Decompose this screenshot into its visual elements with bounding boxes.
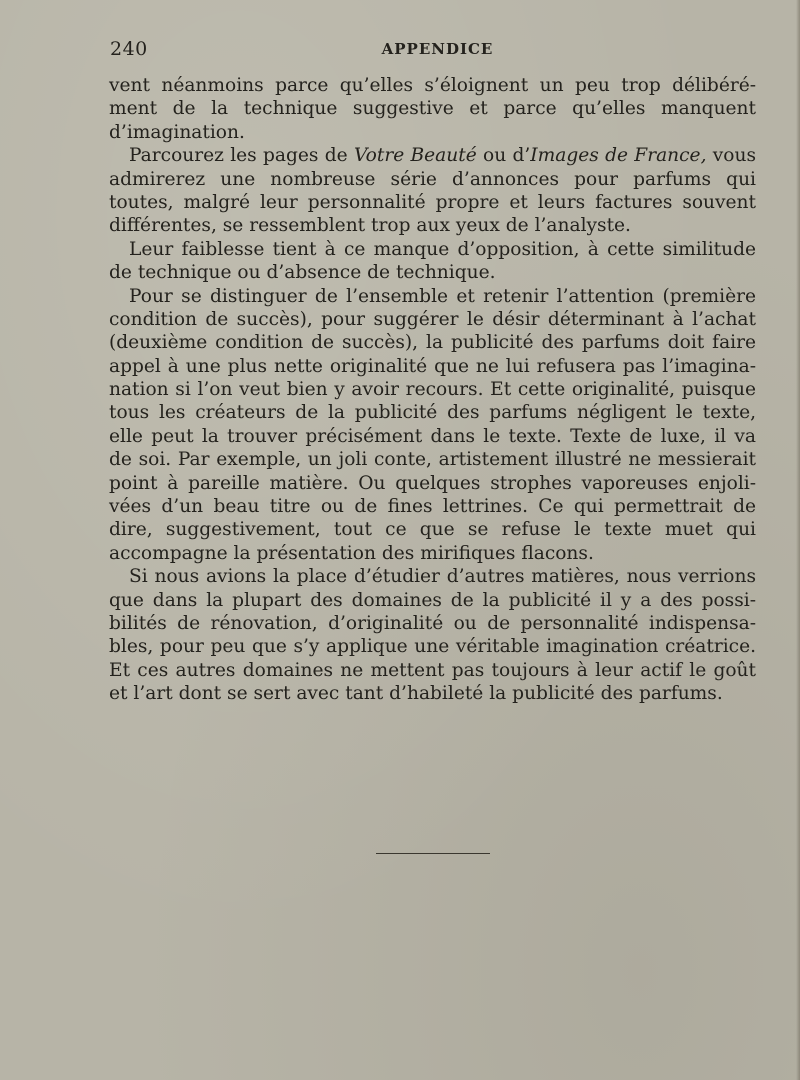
text-line (109, 308, 756, 331)
page-header (110, 38, 755, 64)
text-line-segment: bles, pour peu que s’y applique une véritable imagination créatrice. (109, 636, 756, 658)
text-line-segment: vous (706, 145, 756, 167)
text-line (109, 74, 756, 97)
text-line-segment: et l’art dont se sert avec tant d’habileté la publicité des parfums. (109, 683, 723, 705)
text-line-segment: vent néanmoins parce qu’elles s’éloignent un peu trop délibéré- (109, 75, 756, 96)
text-line-segment: (deuxième condition de succès), la publicité des parfums doit faire (109, 332, 756, 354)
text-line-segment: ment de la technique suggestive et parce qu’elles manquent (109, 98, 756, 120)
text-line-segment: admirerez une nombreuse série d’annonces pour parfums qui (109, 168, 756, 190)
text-line (109, 495, 756, 518)
text-line (109, 425, 756, 448)
text-line (109, 214, 756, 237)
text-line-segment: toutes, malgré leur personnalité propre et leurs factures souvent (109, 191, 756, 213)
text-line (109, 331, 756, 354)
text-line (109, 635, 756, 658)
text-line-segment: différentes, se ressemblent trop aux yeux de l’analyste. (109, 215, 631, 237)
text-line-segment: dire, suggestivement, tout ce que se refuse le texte muet qui (109, 519, 756, 541)
text-line (109, 191, 756, 214)
text-line-segment: de technique ou d’absence de technique. (109, 262, 496, 284)
page-edge-shadow (796, 0, 800, 1080)
text-line-segment: accompagne la présentation des mirifiques flacons. (109, 542, 594, 564)
text-line (109, 565, 756, 588)
text-line-segment: appel à une plus nette originalité que ne lui refusera pas l’imagina- (109, 355, 756, 377)
page-number: 240 (110, 38, 148, 60)
text-line-segment: condition de succès), pour suggérer le désir déterminant à l’achat (109, 308, 756, 330)
text-line (109, 472, 756, 495)
text-line-italic: Votre Beauté (353, 145, 477, 167)
text-line-segment: Si nous avions la place d’étudier d’autres matières, nous verrions (129, 566, 756, 588)
text-line-segment: elle peut la trouver précisément dans le texte. Texte de luxe, il va (109, 425, 756, 447)
text-line-segment: d’imagination. (109, 121, 245, 143)
text-line-segment: vées d’un beau titre ou de fines lettrines. Ce qui permettrait de (109, 496, 756, 518)
text-line-segment: ou d’ (476, 145, 531, 167)
text-line (109, 401, 756, 424)
text-line-segment: de soi. Par exemple, un joli conte, artistement illustré ne messierait (109, 449, 756, 471)
text-line-segment: Parcourez les pages de (129, 145, 354, 167)
text-line (109, 355, 756, 378)
text-line (109, 518, 756, 541)
text-line-segment: nation si l’on veut bien y avoir recours. Et cette originalité, puisque (109, 379, 756, 401)
text-line (109, 378, 756, 401)
text-line (109, 542, 756, 565)
text-line (109, 144, 756, 167)
text-line (109, 238, 756, 261)
text-line-segment: bilités de rénovation, d’originalité ou de personnalité indispensa- (109, 612, 756, 634)
body-text (109, 74, 756, 706)
text-line (109, 285, 756, 308)
text-line-segment: Et ces autres domaines ne mettent pas toujours à leur actif le goût (109, 659, 756, 681)
text-line (109, 682, 756, 705)
text-line-segment: que dans la plupart des domaines de la publicité il y a des possi- (109, 589, 756, 611)
running-head: APPENDICE (381, 40, 494, 58)
end-rule (376, 853, 490, 854)
text-line (109, 448, 756, 471)
text-line-segment: point à pareille matière. Ou quelques strophes vaporeuses enjoli- (109, 472, 756, 494)
text-line-italic: Images de France, (530, 145, 707, 167)
text-line-segment: Leur faiblesse tient à ce manque d’opposition, à cette similitude (129, 238, 756, 260)
text-line-segment: tous les créateurs de la publicité des parfums négligent le texte, (109, 402, 756, 424)
text-line (109, 261, 756, 284)
text-line (109, 589, 756, 612)
text-line (109, 97, 756, 120)
text-line (109, 121, 756, 144)
text-line (109, 168, 756, 191)
text-line (109, 612, 756, 635)
text-line (109, 659, 756, 682)
text-line-segment: Pour se distinguer de l’ensemble et retenir l’attention (première (129, 285, 756, 307)
